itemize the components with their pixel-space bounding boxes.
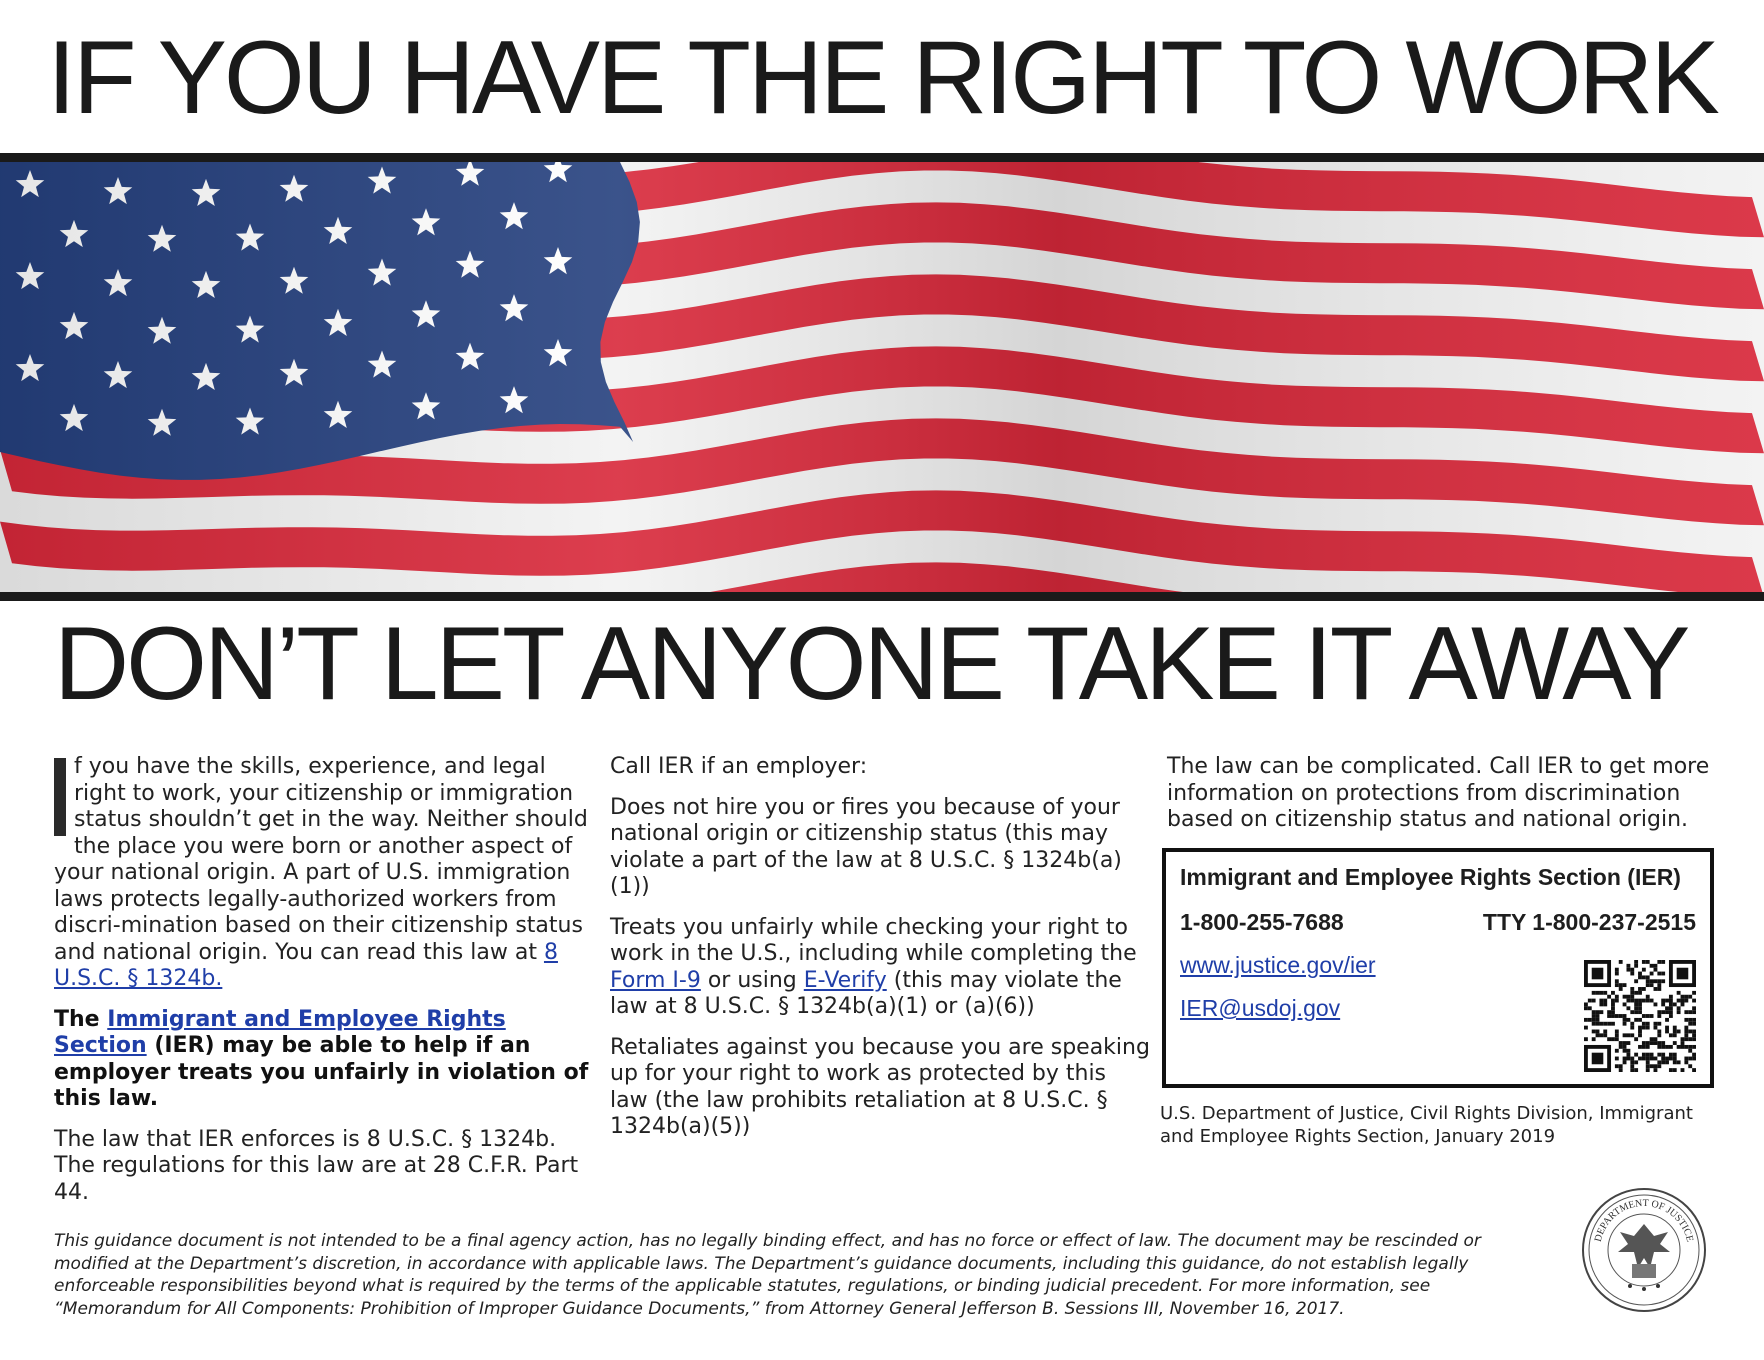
- headline-top: IF YOU HAVE THE RIGHT TO WORK: [47, 20, 1717, 136]
- list-item: [610, 915, 1150, 1021]
- qr-code-icon[interactable]: [1584, 960, 1696, 1072]
- call-lead: Call IER if an employer:: [610, 754, 868, 779]
- phone-number[interactable]: 1-800-255-7688: [1180, 909, 1344, 935]
- disclaimer-text: This guidance document is not intended to be a final agency action, has no legally binding effect, and has no force or effect of law. The document may be rescinded or modified at the Department’s discretion, in accordance with applicable laws. The Department’s guidance documents, including this guidance, do not establish legally enforceable responsibilities beyond what is required by the terms of the applicable statutes, regulations, or binding judicial precedent. For more information, see “Memorandum for All Components: Prohibition of Improper Guidance Documents,” from Attorney General Jefferson B. Sessions III, November 16, 2017.: [54, 1231, 1481, 1319]
- item2-text-b: or using: [707, 967, 797, 993]
- law-link[interactable]: 8 U.S.C. § 1324b.: [54, 939, 558, 991]
- enforce-paragraph: The law that IER enforces is 8 U.S.C. § 1324b. The regulations for this law are at 28 C.F.R. Part 44.: [54, 1126, 579, 1205]
- column-call-ier: [610, 754, 1150, 1155]
- ier-prefix: The: [54, 1006, 100, 1032]
- ier-link[interactable]: Immigrant and Employee Rights Section: [54, 1006, 506, 1058]
- phone-row: [1180, 909, 1696, 936]
- divider-bottom: [0, 592, 1764, 601]
- e-verify-link[interactable]: E-Verify: [803, 967, 887, 993]
- ier-paragraph: [54, 1007, 594, 1113]
- tty-number[interactable]: TTY 1-800-237-2515: [1482, 909, 1696, 935]
- flag-icon: [0, 162, 1764, 592]
- contact-intro: The law can be complicated. Call IER to get more information on protections from discrimination based on citizenship status and national origin.: [1167, 754, 1710, 832]
- list-item: Does not hire you or fires you because of your national origin or citizenship status (this may violate a part of the law at 8 U.S.C. § 1324b(a)(1)): [610, 794, 1122, 899]
- contact-box: [1162, 848, 1714, 1088]
- divider-top: [0, 153, 1764, 162]
- intro-text: f you have the skills, experience, and legal right to work, your citizenship or immigration status shouldn’t get in the way. Neither should the place you were born or another aspect of your national origin. A part of U.S. immigration laws protects legally-authorized workers from discri-mination based on their citizenship status and national origin. You can read this law at: [54, 754, 588, 965]
- form-i9-link[interactable]: Form I-9: [610, 967, 701, 993]
- ier-text: (IER) may be able to help if an employer treats you unfairly in violation of this law.: [54, 1033, 589, 1111]
- website-link[interactable]: www.justice.gov/ier: [1180, 952, 1376, 978]
- doj-seal-icon: [1580, 1186, 1708, 1314]
- credit-line: U.S. Department of Justice, Civil Rights Division, Immigrant and Employee Rights Section, January 2019: [1160, 1103, 1693, 1147]
- contact-title: Immigrant and Employee Rights Section (IER): [1180, 864, 1681, 890]
- column-contact-intro: [1167, 754, 1727, 848]
- item2-text-a: Treats you unfairly while checking your right to work in the U.S., including while completing the: [610, 914, 1137, 966]
- item2-text-c: (this may violate the law at 8 U.S.C. § 1324b(a)(1) or (a)(6)): [610, 967, 1122, 1019]
- column-intro: [54, 754, 594, 1220]
- american-flag-image: [0, 162, 1764, 592]
- drop-cap-i: [54, 758, 66, 836]
- email-link[interactable]: IER@usdoj.gov: [1180, 995, 1341, 1021]
- headline-bottom: DON’T LET ANYONE TAKE IT AWAY: [54, 606, 1688, 722]
- list-item: Retaliates against you because you are speaking up for your right to work as protected by this law (the law prohibits retaliation at 8 U.S.C. § 1324b(a)(5)): [610, 1034, 1150, 1139]
- seal-text: DEPARTMENT OF JUSTICE: [1592, 1197, 1696, 1243]
- intro-paragraph: [54, 754, 594, 993]
